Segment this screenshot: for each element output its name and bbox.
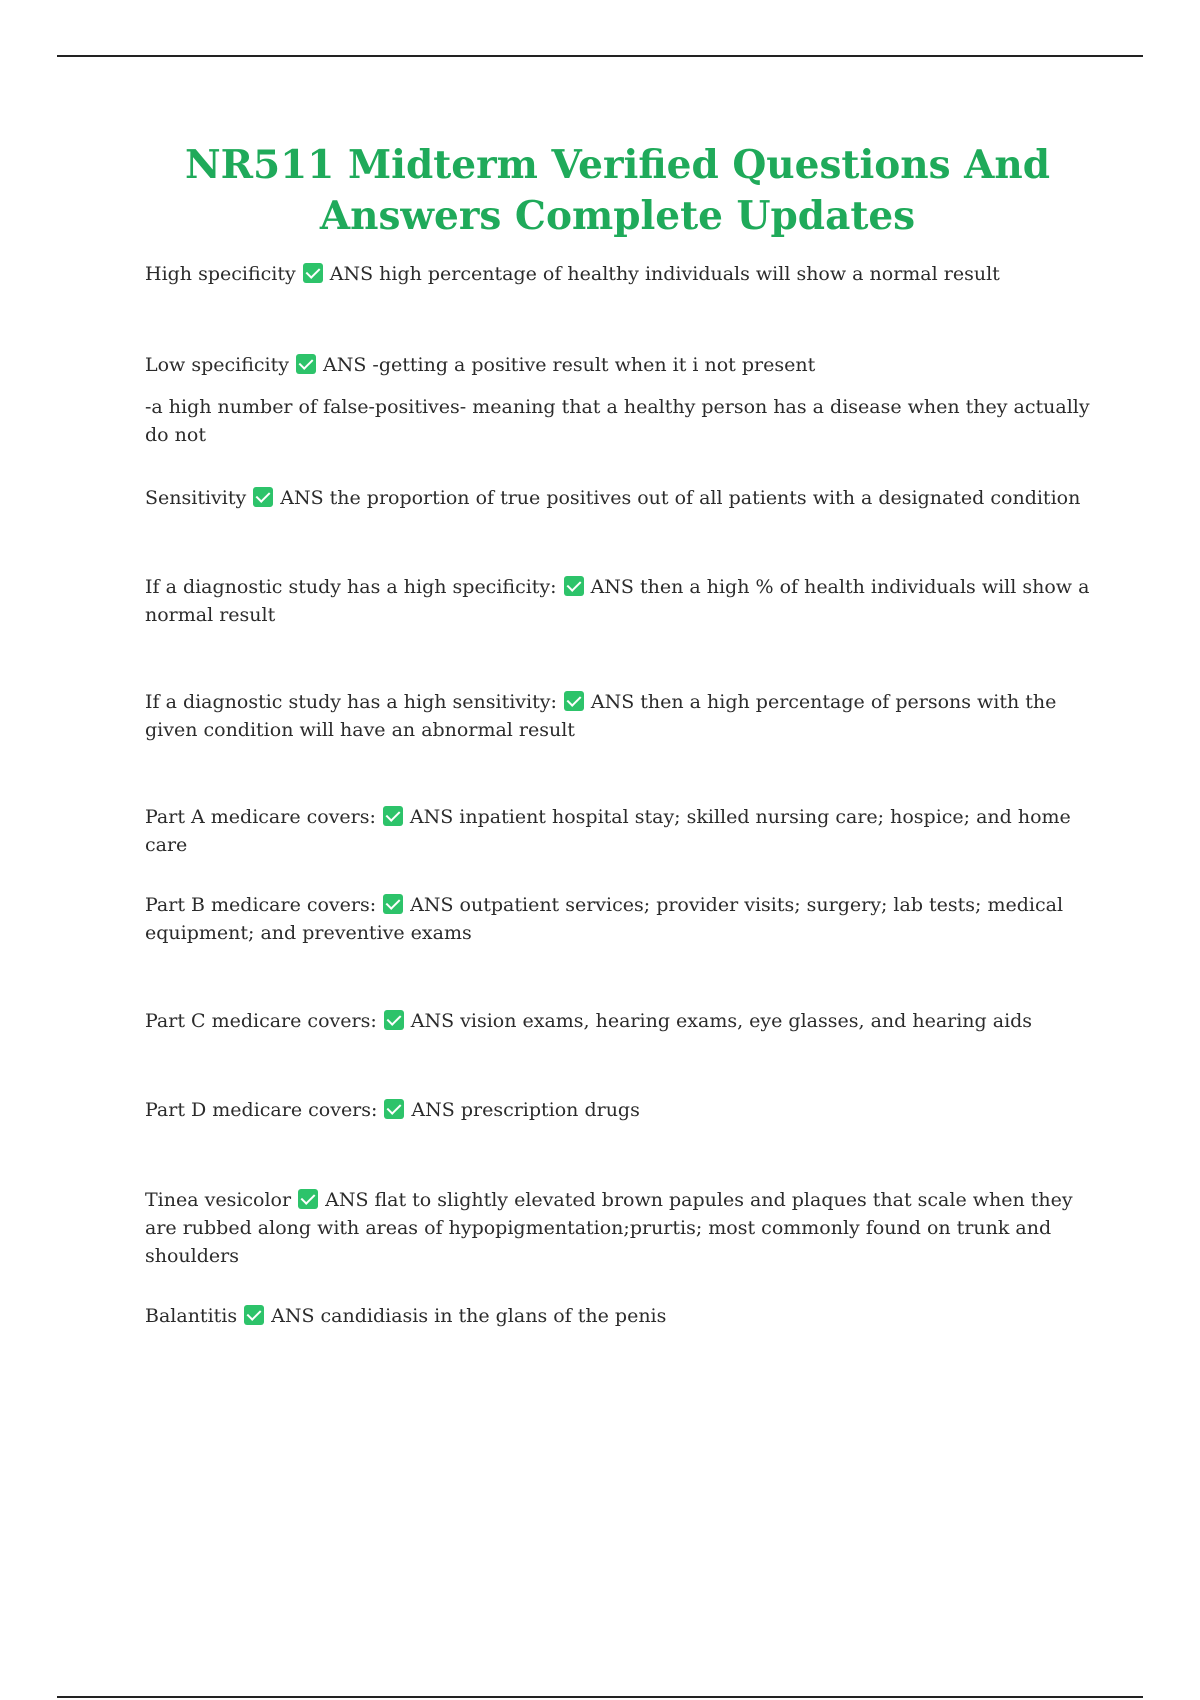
qa-term: Part C medicare covers: <box>145 1010 377 1032</box>
qa-answer: ANS inpatient hospital stay; skilled nursing care; hospice; and home care <box>145 806 1071 856</box>
checkmark-box-icon <box>383 894 403 914</box>
qa-item <box>145 891 1095 947</box>
qa-item <box>145 688 1095 744</box>
qa-answer: ANS vision exams, hearing exams, eye glasses, and hearing aids <box>410 1010 1033 1032</box>
qa-answer: ANS then a high percentage of persons with the given condition will have an abnormal result <box>145 691 1057 741</box>
qa-term: If a diagnostic study has a high sensitivity: <box>145 691 557 713</box>
qa-term: Part B medicare covers: <box>145 894 377 916</box>
qa-term: Balantitis <box>145 1305 238 1327</box>
qa-answer-continuation: -a high number of false-positives- meaning that a healthy person has a disease when they actually do not <box>145 396 1090 446</box>
qa-item <box>145 1096 1095 1124</box>
qa-term: Part D medicare covers: <box>145 1099 378 1121</box>
qa-answer: ANS outpatient services; provider visits; surgery; lab tests; medical equipment; and preventive exams <box>145 894 1064 944</box>
page-title: NR511 Midterm Verified Questions And Answers Complete Updates <box>184 142 1051 239</box>
checkmark-box-icon <box>384 1099 404 1119</box>
checkmark-box-icon <box>564 576 584 596</box>
qa-term: Low specificity <box>145 354 289 376</box>
checkmark-box-icon <box>564 691 584 711</box>
qa-item <box>145 1186 1095 1270</box>
qa-item <box>145 351 1095 449</box>
qa-term: High specificity <box>145 263 296 285</box>
bottom-divider <box>57 1696 1143 1698</box>
qa-item <box>145 484 1095 512</box>
qa-term: If a diagnostic study has a high specificity: <box>145 576 557 598</box>
qa-answer: ANS high percentage of healthy individuals will show a normal result <box>329 263 1000 285</box>
checkmark-box-icon <box>384 1010 404 1030</box>
top-divider <box>57 55 1143 57</box>
qa-answer: ANS then a high % of health individuals will show a normal result <box>145 576 1090 626</box>
qa-term: Sensitivity <box>145 487 247 509</box>
checkmark-box-icon <box>303 263 323 283</box>
qa-item <box>145 260 1095 288</box>
qa-answer: ANS flat to slightly elevated brown papules and plaques that scale when they are rubbed along with areas of hypopigmentation;prurtis; most commonly found on trunk and shoulders <box>145 1189 1073 1267</box>
qa-term: Part A medicare covers: <box>145 806 376 828</box>
checkmark-box-icon <box>383 806 403 826</box>
qa-answer: ANS the proportion of true positives out of all patients with a designated condition <box>280 487 1081 509</box>
qa-item <box>145 573 1095 629</box>
checkmark-box-icon <box>253 487 273 507</box>
checkmark-box-icon <box>298 1189 318 1209</box>
qa-item <box>145 803 1095 859</box>
checkmark-box-icon <box>296 354 316 374</box>
qa-term: Tinea vesicolor <box>145 1189 292 1211</box>
checkmark-box-icon <box>244 1305 264 1325</box>
qa-answer: ANS -getting a positive result when it i not present <box>323 354 816 376</box>
qa-item <box>145 1007 1095 1035</box>
qa-item <box>145 1302 1095 1330</box>
qa-answer: ANS prescription drugs <box>411 1099 640 1121</box>
qa-answer: ANS candidiasis in the glans of the penis <box>271 1305 667 1327</box>
